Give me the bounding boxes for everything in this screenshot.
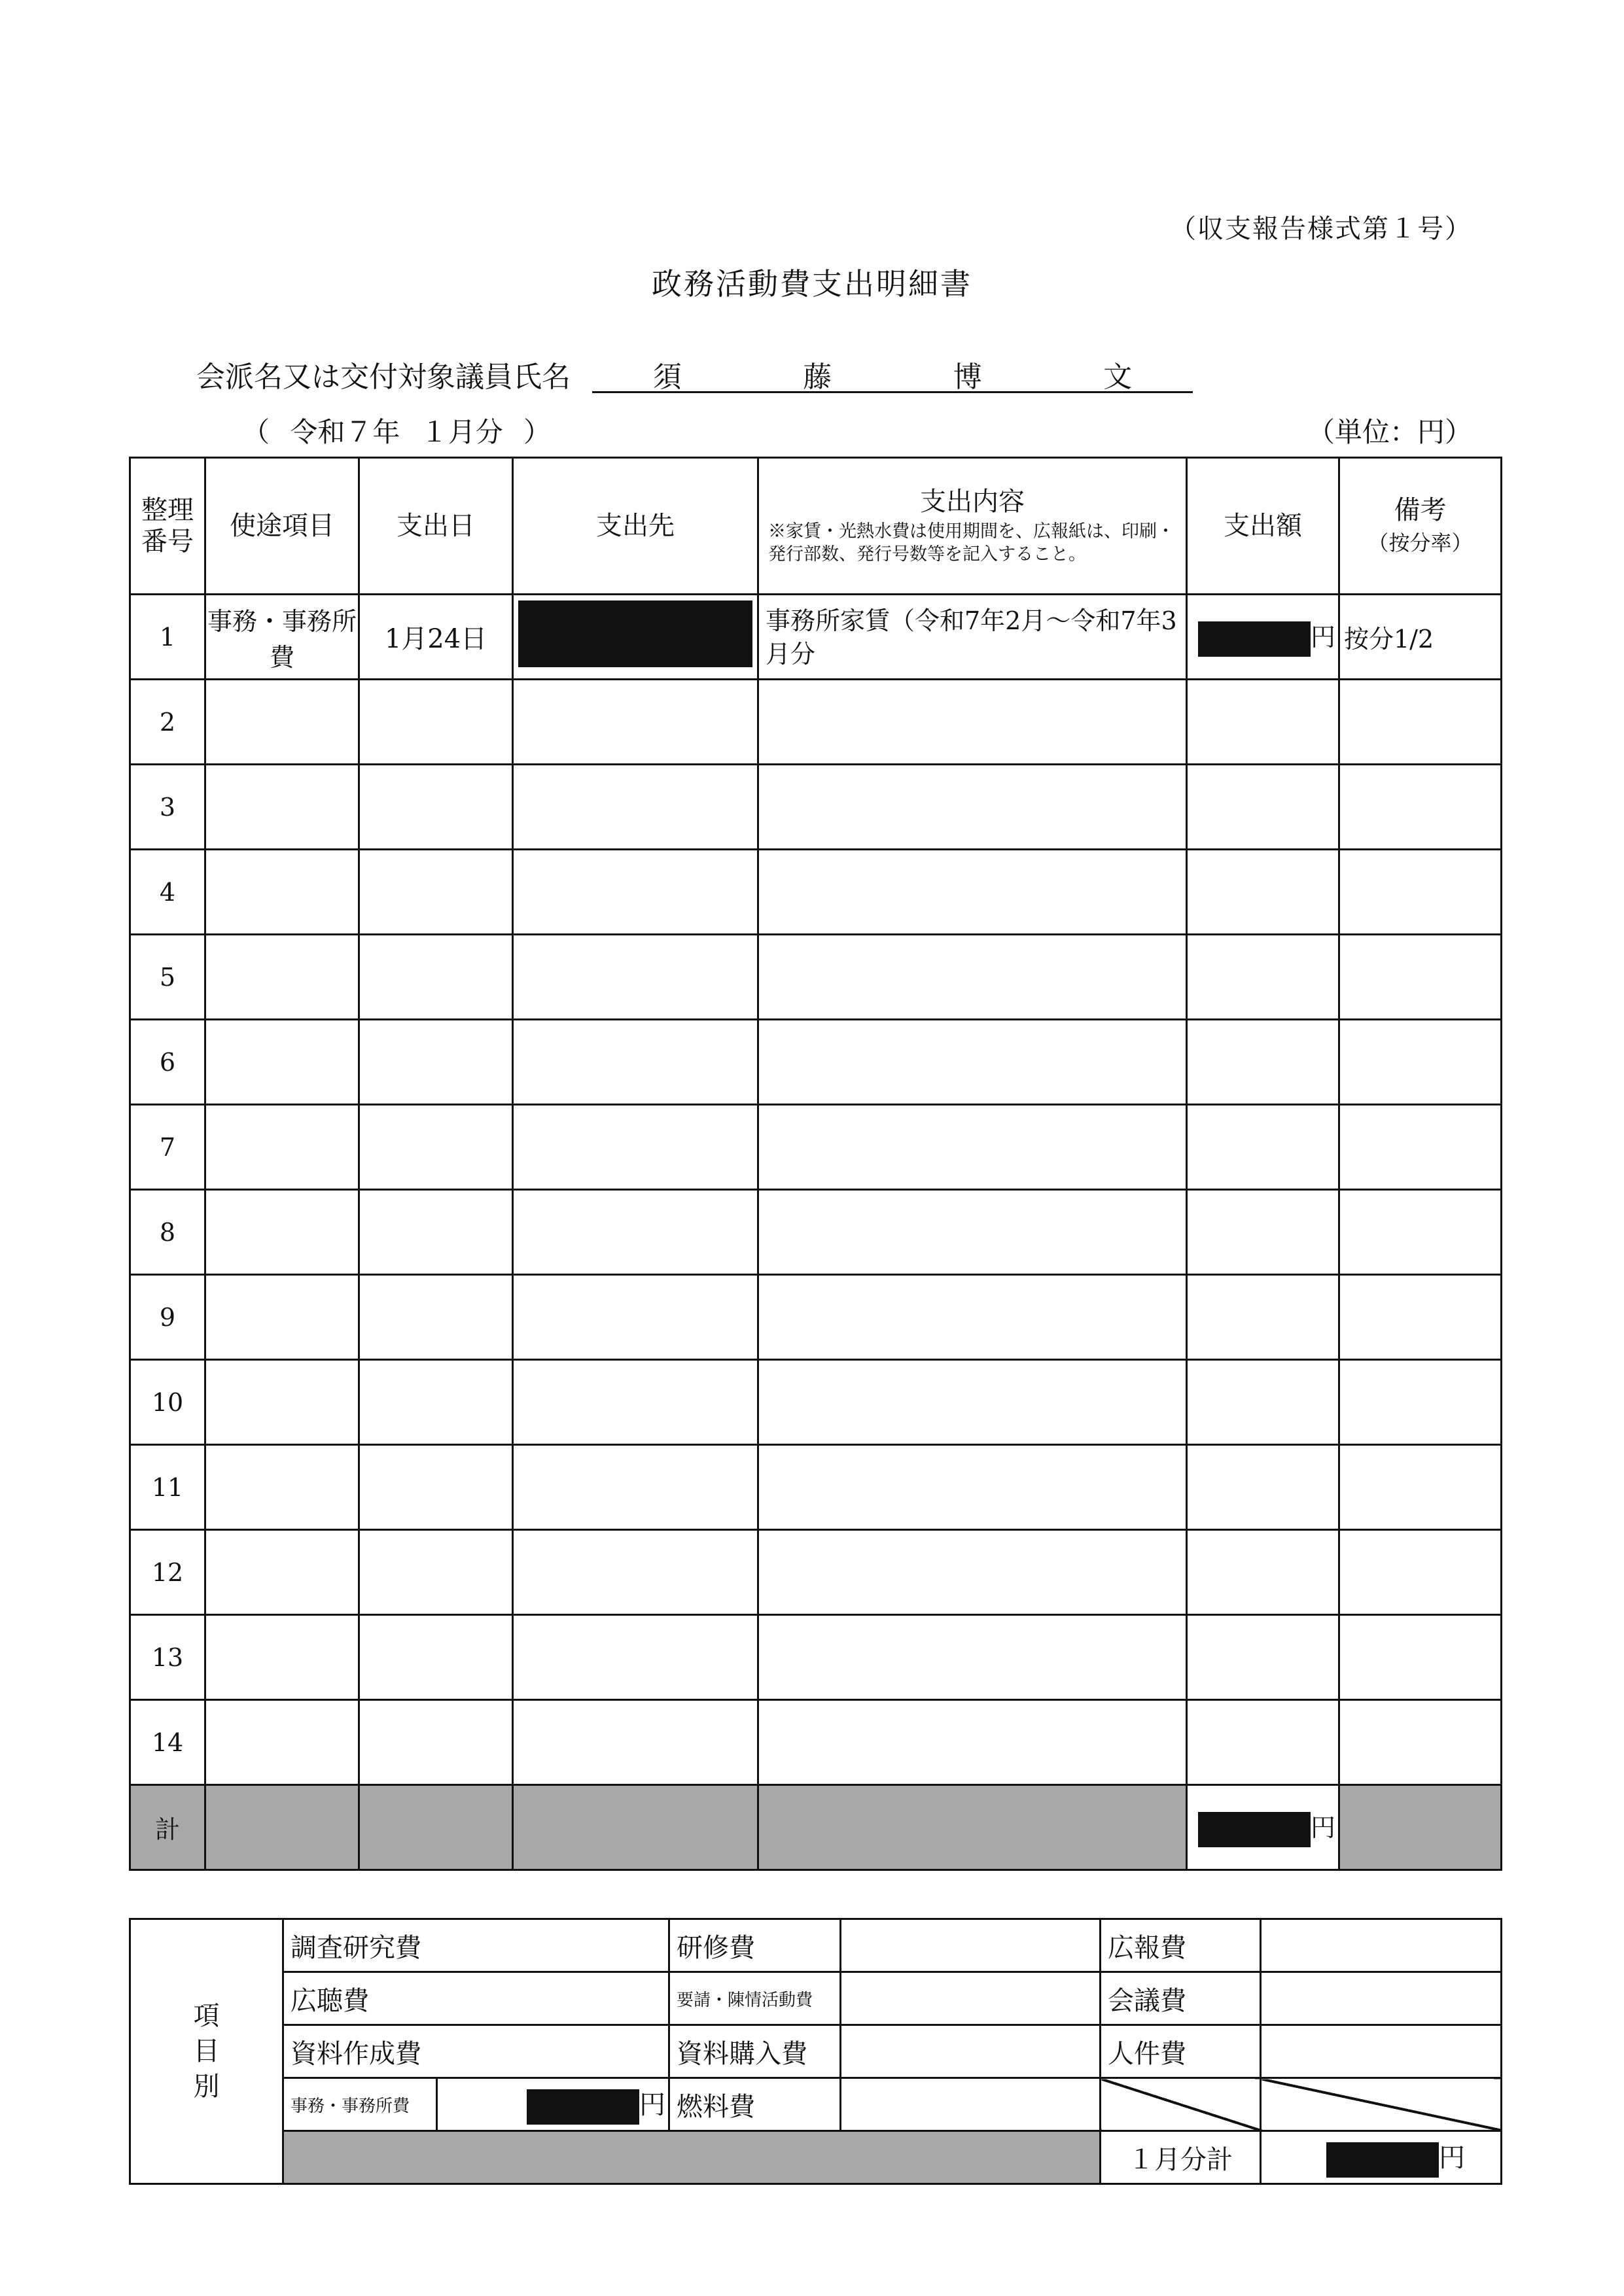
summary-row [130, 2025, 1502, 2078]
header-payee: 支出先 [513, 458, 758, 595]
form-number: （収支報告様式第１号） [1170, 214, 1472, 244]
row-number: 12 [130, 1530, 205, 1615]
header-number: 整理番号 [130, 458, 205, 595]
member-name [592, 353, 1193, 395]
month-total-label: １月分計 [1101, 2131, 1261, 2184]
table-row [130, 1615, 1502, 1700]
table-row [130, 1190, 1502, 1275]
header-remarks [1339, 458, 1502, 595]
table-row [130, 850, 1502, 935]
summary-label: 資料購入費 [669, 2025, 841, 2078]
table-row [130, 1360, 1502, 1445]
table-row [130, 1700, 1502, 1785]
unit-label: （単位：円） [1307, 416, 1472, 448]
redaction-box [1326, 2142, 1439, 2178]
summary-label: 調査研究費 [283, 1919, 669, 1972]
summary-label: 燃料費 [669, 2078, 841, 2131]
summary-value [841, 2025, 1101, 2078]
row-number: 1 [130, 595, 205, 680]
redaction-box [527, 2089, 639, 2125]
yen-unit: 円 [1310, 1813, 1335, 1842]
table-row [130, 765, 1502, 850]
header-content [758, 458, 1187, 595]
total-label: 計 [130, 1785, 205, 1870]
row-number: 6 [130, 1020, 205, 1105]
summary-value [841, 1972, 1101, 2025]
row-number: 2 [130, 680, 205, 765]
table-row [130, 1275, 1502, 1360]
row-number: 13 [130, 1615, 205, 1700]
row-number: 14 [130, 1700, 205, 1785]
redaction-box [518, 600, 752, 667]
summary-label: 研修費 [669, 1919, 841, 1972]
table-row [130, 935, 1502, 1020]
row-number: 7 [130, 1105, 205, 1190]
summary-row [130, 1919, 1502, 1972]
table-row [130, 595, 1502, 680]
row-item: 事務・事務所費 [205, 595, 359, 680]
header-content-label: 支出内容 [920, 486, 1025, 517]
row-content [758, 595, 1187, 680]
summary-label: 広報費 [1101, 1919, 1261, 1972]
summary-row [130, 2131, 1502, 2184]
category-label-text: 項目別 [193, 2001, 220, 2102]
name-label: 会派名又は交付対象議員氏名 [196, 360, 571, 394]
table-row [130, 1020, 1502, 1105]
summary-value [1261, 1972, 1502, 2025]
header-item: 使途項目 [205, 458, 359, 595]
summary-label: 資料作成費 [283, 2025, 669, 2078]
month-total-value [1261, 2131, 1502, 2184]
row-number: 8 [130, 1190, 205, 1275]
header-content-note: ※家賃・光熱水費は使用期間を、広報紙は、印刷・発行部数、発行号数等を記入すること。 [768, 521, 1174, 565]
summary-label: 要請・陳情活動費 [669, 1972, 841, 2025]
table-header-row [130, 458, 1502, 595]
row-number: 3 [130, 765, 205, 850]
summary-label: 事務・事務所費 [283, 2078, 437, 2131]
summary-value [1261, 1919, 1502, 1972]
summary-label: 会議費 [1101, 1972, 1261, 2025]
yen-unit: 円 [639, 2090, 665, 2120]
diagonal-cell [1101, 2078, 1261, 2131]
row-payee [513, 595, 758, 680]
row-number: 9 [130, 1275, 205, 1360]
redaction-box [1198, 1812, 1311, 1847]
summary-row [130, 2078, 1502, 2131]
header-remarks-sub: （按分率） [1368, 531, 1473, 555]
row-number: 10 [130, 1360, 205, 1445]
category-summary-table [129, 1918, 1502, 2185]
name-char: 文 [1103, 360, 1133, 394]
summary-value [841, 2078, 1101, 2131]
diagonal-cell [1261, 2078, 1502, 2131]
report-period: （ 令和７年 １月分 ） [242, 416, 552, 448]
total-amount [1187, 1785, 1339, 1870]
row-remarks: 按分1/2 [1339, 595, 1502, 680]
total-row [130, 1785, 1502, 1870]
row-number: 5 [130, 935, 205, 1020]
yen-unit: 円 [1310, 622, 1335, 652]
summary-label: 広聴費 [283, 1972, 669, 2025]
header-date: 支出日 [359, 458, 513, 595]
category-label [130, 1919, 283, 2184]
header-amount: 支出額 [1187, 458, 1339, 595]
shaded-cell [283, 2131, 1101, 2184]
page-title: 政務活動費支出明細書 [652, 266, 972, 302]
row-date: 1月24日 [359, 595, 513, 680]
expenditure-table [129, 457, 1502, 1871]
redaction-box [1198, 621, 1311, 657]
row-number: 11 [130, 1445, 205, 1530]
yen-unit: 円 [1439, 2143, 1465, 2173]
table-row [130, 1105, 1502, 1190]
table-row [130, 1445, 1502, 1530]
header-remarks-label: 備考 [1394, 495, 1447, 525]
summary-row [130, 1972, 1502, 2025]
row-number: 4 [130, 850, 205, 935]
summary-label: 人件費 [1101, 2025, 1261, 2078]
name-char: 博 [953, 360, 982, 394]
name-char: 藤 [803, 360, 832, 394]
row-amount [1187, 595, 1339, 680]
table-row [130, 1530, 1502, 1615]
row-content-text: 事務所家賃（令和7年2月～令和7年3月分 [766, 606, 1177, 669]
summary-value [841, 1919, 1101, 1972]
table-row [130, 680, 1502, 765]
summary-value [437, 2078, 669, 2131]
summary-value [1261, 2025, 1502, 2078]
name-char: 須 [652, 360, 682, 394]
